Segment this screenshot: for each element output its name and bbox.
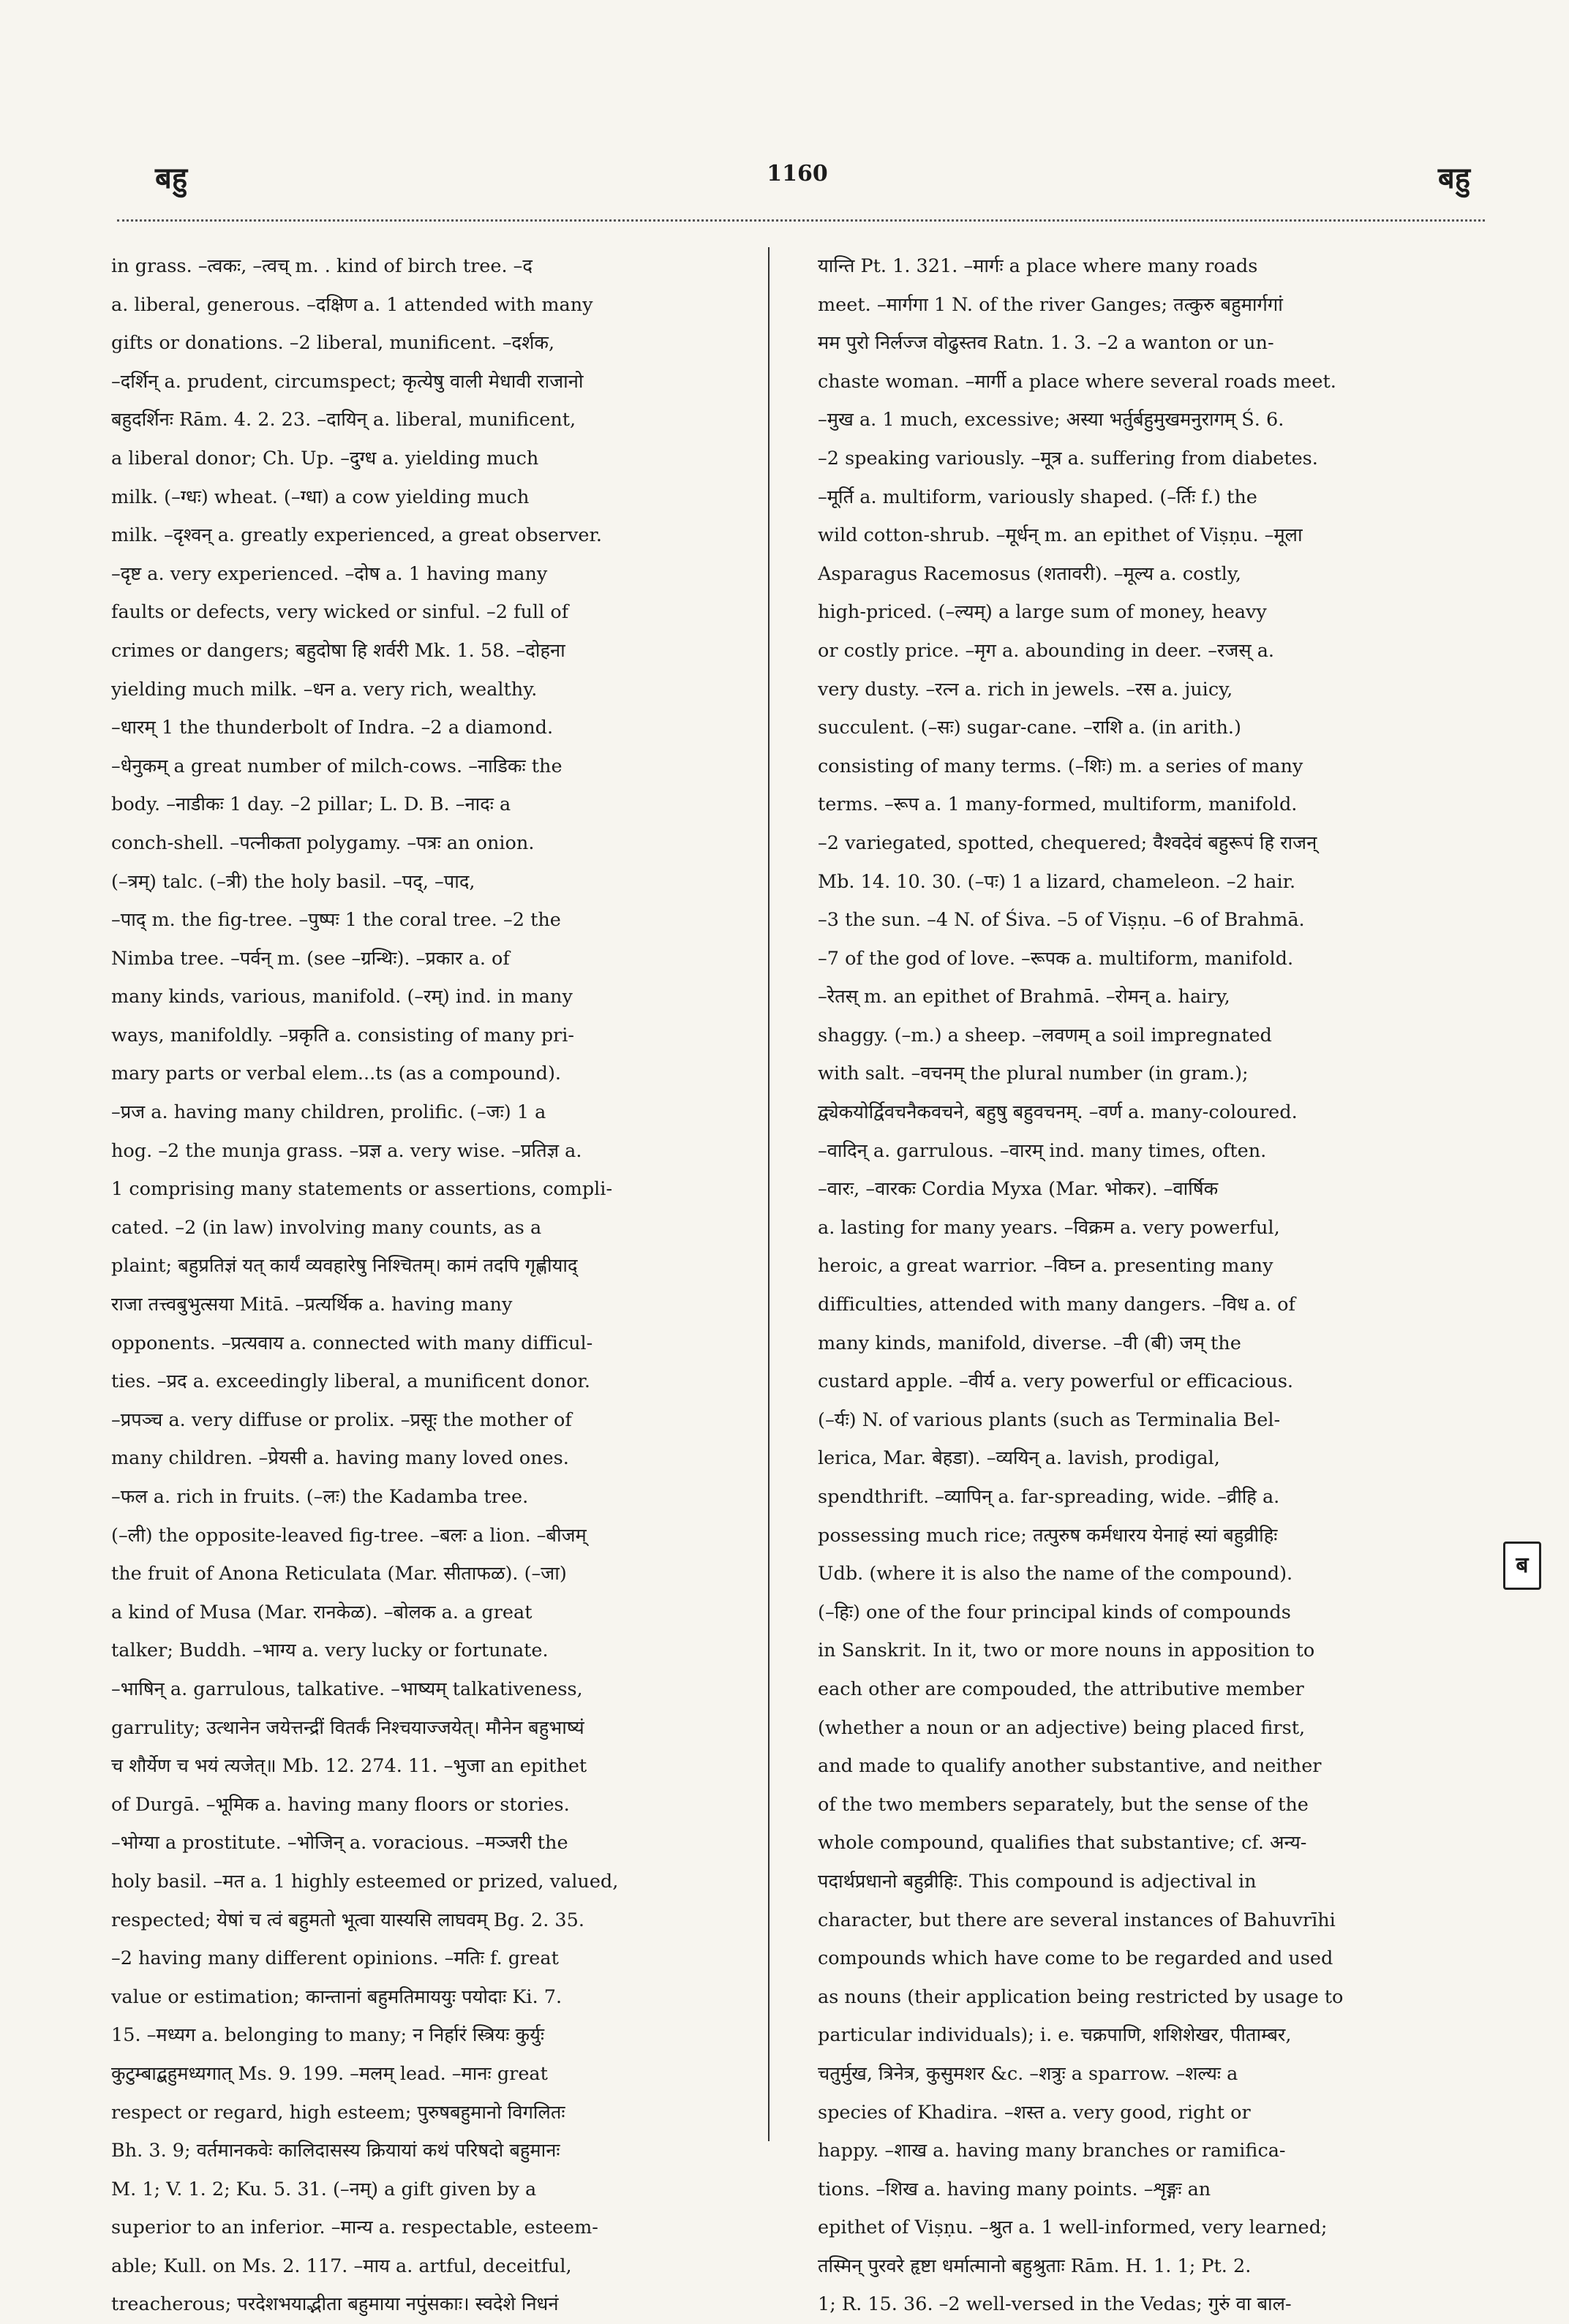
page-number: 1160 [767,161,828,186]
column-line: –वादिन् a. garrulous. –वारम् ind. many times, often. [818,1139,1267,1162]
header-rule [117,219,1485,222]
left-guide-word: बहु [155,161,188,195]
column-line: as nouns (their application being restricted by usage to [818,1985,1344,2008]
column-line: तस्मिन् पुरवरे हृष्टा धर्मात्मानो बहुश्रुताः Rām. H. 1. 1; Pt. 2. [818,2255,1252,2277]
column-line: holy basil. –मत a. 1 highly esteemed or prized, valued, [111,1870,619,1893]
column-line: custard apple. –वीर्य a. very powerful or efficacious. [818,1370,1294,1393]
column-line: many kinds, manifold, diverse. –वी (बी) जम् the [818,1332,1241,1354]
column-line: plaint; बहुप्रतिज्ञं यत् कार्यं व्यवहारेषु निश्चितम्। कामं तदपि गृह्णीयाद् [111,1255,578,1278]
column-line: in Sanskrit. In it, two or more nouns in apposition to [818,1640,1315,1662]
column-line: crimes or dangers; बहुदोषा हि शर्वरी Mk. 1. 58. –दोहना [111,639,565,662]
column-line: in grass. –त्वकः, –त्वच् m. . kind of birch tree. –द [111,255,533,277]
column-line: –प्रपञ्च a. very diffuse or prolix. –प्रसूः the mother of [111,1408,572,1431]
column-line: मम पुरो निर्लज्ज वोढुस्तव Ratn. 1. 3. –2 a wanton or un- [818,332,1274,355]
column-line: 1 comprising many statements or assertions, compli- [111,1178,613,1201]
column-line: –पाद् m. the fig-tree. –पुष्पः 1 the coral tree. –2 the [111,909,561,932]
column-line: terms. –रूप a. 1 many-formed, multiform, manifold. [818,793,1298,816]
column-line: opponents. –प्रत्यवाय a. connected with many difficul- [111,1332,593,1354]
column-line: (–र्यः) N. of various plants (such as Terminalia Bel- [818,1408,1281,1431]
column-line: milk. (–ग्धः) wheat. (–ग्धा) a cow yielding much [111,486,530,508]
column-line: heroic, a great warrior. –विघ्न a. presenting many [818,1255,1273,1278]
column-line: each other are compouded, the attributive member [818,1678,1304,1700]
column-line: राजा तत्त्वबुभुत्सया Mitā. –प्रत्यर्थिक a. having many [111,1294,513,1316]
column-line: faults or defects, very wicked or sinful. –2 full of [111,601,569,624]
column-line: value or estimation; कान्तानां बहुमतिमाययुः पयोदाः Ki. 7. [111,1985,562,2008]
column-line: Asparagus Racemosus (शतावरी). –मूल्य a. costly, [818,562,1241,585]
column-line: possessing much rice; तत्पुरुष कर्मधारय येनाहं स्यां बहुव्रीहिः [818,1524,1278,1547]
column-line: –वारः, –वारकः Cordia Myxa (Mar. भोकर). –वार्षिक [818,1178,1219,1201]
column-line: many children. –प्रेयसी a. having many loved ones. [111,1447,569,1470]
column-line: –मुख a. 1 much, excessive; अस्या भर्तुर्बहुमुखमनुरागम् Ś. 6. [818,409,1284,431]
page-header [110,156,1485,208]
column-line: यान्ति Pt. 1. 321. –मार्गः a place where many roads [818,255,1258,277]
column-line: treacherous; परदेशभयाद्भीता बहुमाया नपुंसकाः। स्वदेशे निधनं [111,2293,559,2316]
column-line: –2 speaking variously. –मूत्र a. suffering from diabetes. [818,447,1318,469]
column-line: particular individuals); i. e. चक्रपाणि, शशिशेखर, पीताम्बर, [818,2024,1292,2047]
right-column [818,247,1461,2324]
column-line: yielding much milk. –धन a. very rich, wealthy. [111,678,538,701]
column-line: (–हिः) one of the four principal kinds of compounds [818,1601,1291,1623]
column-line: cated. –2 (in law) involving many counts, as a [111,1216,542,1239]
left-column [111,247,770,2316]
column-line: पदार्थप्रधानो बहुव्रीहिः. This compound is adjectival in [818,1870,1257,1893]
column-line: meet. –मार्गगा 1 N. of the river Ganges; तत्कुरु बहुमार्गगां [818,293,1283,316]
column-line: the fruit of Anona Reticulata (Mar. सीताफळ). (–जा) [111,1563,567,1585]
column-line: –धेनुकम् a great number of milch-cows. –नाडिकः the [111,755,562,777]
column-line: Nimba tree. –पर्वन् m. (see –ग्रन्थिः). –प्रकार a. of [111,947,510,970]
column-line: कुटुम्बाद्बहुमध्यगात् Ms. 9. 199. –मलम् lead. –मानः great [111,2062,548,2085]
column-line: talker; Buddh. –भाग्य a. very lucky or fortunate. [111,1640,549,1662]
column-line: द्व्येकयोर्द्विवचनैकवचने, बहुषु बहुवचनम्. –वर्ण a. many-coloured. [818,1101,1298,1124]
column-line: –दर्शिन् a. prudent, circumspect; कृत्येषु वाली मेधावी राजानो [111,370,584,393]
column-line: a. lasting for many years. –विक्रम a. very powerful, [818,1216,1280,1239]
column-line: –फल a. rich in fruits. (–लः) the Kadamba tree. [111,1486,529,1508]
column-line: consisting of many terms. (–शिः) m. a series of many [818,755,1303,777]
column-line: ties. –प्रद a. exceedingly liberal, a munificent donor. [111,1370,591,1393]
column-line: M. 1; V. 1. 2; Ku. 5. 31. (–नम्) a gift given by a [111,2178,537,2200]
column-line: spendthrift. –व्यापिन् a. far-spreading, wide. –व्रीहि a. [818,1486,1280,1508]
column-line: –भोग्या a prostitute. –भोजिन् a. voracious. –मञ्जरी the [111,1832,568,1855]
column-line: –7 of the god of love. –रूपक a. multiform, manifold. [818,947,1294,970]
column-line: milk. –दृश्वन् a. greatly experienced, a great observer. [111,524,603,547]
column-line: superior to an inferior. –मान्य a. respectable, esteem- [111,2217,598,2239]
column-line: conch-shell. –पत्नीकता polygamy. –पत्रः an onion. [111,831,535,854]
column-line: –मूर्ति a. multiform, variously shaped. (–र्तिः f.) the [818,486,1257,508]
column-line: hog. –2 the munja grass. –प्रज्ञ a. very wise. –प्रतिज्ञ a. [111,1139,582,1162]
column-line: compounds which have come to be regarded and used [818,1947,1333,1970]
thumb-index-mark: ब [1503,1542,1541,1590]
column-line: a. liberal, generous. –दक्षिण a. 1 attended with many [111,293,593,316]
column-line: a kind of Musa (Mar. रानकेळ). –बोलक a. a great [111,1601,533,1623]
column-line: –2 having many different opinions. –मतिः f. great [111,1947,559,1970]
right-guide-word: बहु [1437,161,1470,195]
column-line: very dusty. –रत्न a. rich in jewels. –रस a. juicy, [818,678,1233,701]
column-line: epithet of Viṣṇu. –श्रुत a. 1 well-informed, very learned; [818,2217,1328,2239]
column-line: with salt. –वचनम् the plural number (in gram.); [818,1063,1249,1085]
column-line: chaste woman. –मार्गी a place where several roads meet. [818,370,1336,393]
column-line: gifts or donations. –2 liberal, munificent. –दर्शक, [111,332,555,355]
column-line: –2 variegated, spotted, chequered; वैश्वदेवं बहुरूपं हि राजन् [818,831,1317,854]
column-line: respect or regard, high esteem; पुरुषबहुमानो विगलितः [111,2101,565,2124]
column-line: Bh. 3. 9; वर्तमानकवेः कालिदासस्य क्रियायां कथं परिषदो बहुमानः [111,2140,560,2162]
column-line: बहुदर्शिनः Rām. 4. 2. 23. –दायिन् a. liberal, munificent, [111,409,576,431]
column-line: tions. –शिख a. having many points. –शृङ्गः an [818,2178,1211,2200]
column-line: ways, manifoldly. –प्रकृति a. consisting of many pri- [111,1024,574,1046]
column-line: body. –नाडीकः 1 day. –2 pillar; L. D. B. –नादः a [111,793,511,816]
column-line: many kinds, various, manifold. (–रम्) ind. in many [111,986,573,1008]
column-line: and made to qualify another substantive, and neither [818,1755,1322,1778]
column-line: or costly price. –मृग a. abounding in deer. –रजस् a. [818,639,1275,662]
column-line: species of Khadira. –शस्त a. very good, right or [818,2101,1251,2124]
column-line: happy. –शाख a. having many branches or ramifica- [818,2140,1286,2162]
column-line: a liberal donor; Ch. Up. –दुग्ध a. yielding much [111,447,539,469]
column-line: character, but there are several instances of Bahuvrīhi [818,1909,1336,1931]
column-line: –रेतस् m. an epithet of Brahmā. –रोमन् a. hairy, [818,986,1230,1008]
column-line: high-priced. (–ल्यम्) a large sum of money, heavy [818,601,1267,624]
column-line: च शौर्येण च भयं त्यजेत्॥ Mb. 12. 274. 11. –भुजा an epithet [111,1755,587,1778]
column-line: Mb. 14. 10. 30. (–पः) 1 a lizard, chameleon. –2 hair. [818,870,1296,893]
column-line: (–त्रम्) talc. (–त्री) the holy basil. –पद्, –पाद, [111,870,475,893]
column-line: 15. –मध्यग a. belonging to many; न निर्हारं स्त्रियः कुर्युः [111,2024,545,2047]
column-line: whole compound, qualifies that substantive; cf. अन्य- [818,1832,1307,1855]
column-line: (whether a noun or an adjective) being placed first, [818,1716,1306,1739]
column-line: 1; R. 15. 36. –2 well-versed in the Vedas; गुरुं वा बाल- [818,2293,1292,2316]
column-line: of Durgā. –भूमिक a. having many floors or stories. [111,1793,570,1816]
column-line: respected; येषां च त्वं बहुमतो भूत्वा यास्यसि लाघवम् Bg. 2. 35. [111,1909,584,1931]
column-line: (–ली) the opposite-leaved fig-tree. –बलः a lion. –बीजम् [111,1524,587,1547]
column-line: shaggy. (–m.) a sheep. –लवणम् a soil impregnated [818,1024,1272,1046]
column-line: –धारम् 1 the thunderbolt of Indra. –2 a diamond. [111,717,554,739]
column-line: garrulity; उत्थानेन जयेत्तन्द्रीं वितर्कं निश्चयाज्जयेत्। मौनेन बहुभाष्यं [111,1716,584,1739]
column-line: चतुर्मुख, त्रिनेत्र, कुसुमशर &c. –शत्रुः a sparrow. –शल्यः a [818,2062,1238,2085]
column-line: –दृष्ट a. very experienced. –दोष a. 1 having many [111,562,548,585]
column-line: Udb. (where it is also the name of the compound). [818,1563,1293,1585]
column-line: able; Kull. on Ms. 2. 117. –माय a. artful, deceitful, [111,2255,572,2277]
column-line: wild cotton-shrub. –मूर्धन् m. an epithet of Viṣṇu. –मूला [818,524,1303,547]
column-line: mary parts or verbal elem...ts (as a compound). [111,1063,562,1085]
column-line: –3 the sun. –4 N. of Śiva. –5 of Viṣṇu. –6 of Brahmā. [818,909,1305,932]
column-line: succulent. (–सः) sugar-cane. –राशि a. (in arith.) [818,717,1241,739]
column-line: –भाषिन् a. garrulous, talkative. –भाष्यम् talkativeness, [111,1678,583,1700]
column-line: difficulties, attended with many dangers. –विध a. of [818,1294,1295,1316]
column-line: lerica, Mar. बेहडा). –व्ययिन् a. lavish, prodigal, [818,1447,1220,1470]
column-line: –प्रज a. having many children, prolific. (–जः) 1 a [111,1101,546,1124]
column-line: of the two members separately, but the sense of the [818,1793,1309,1816]
